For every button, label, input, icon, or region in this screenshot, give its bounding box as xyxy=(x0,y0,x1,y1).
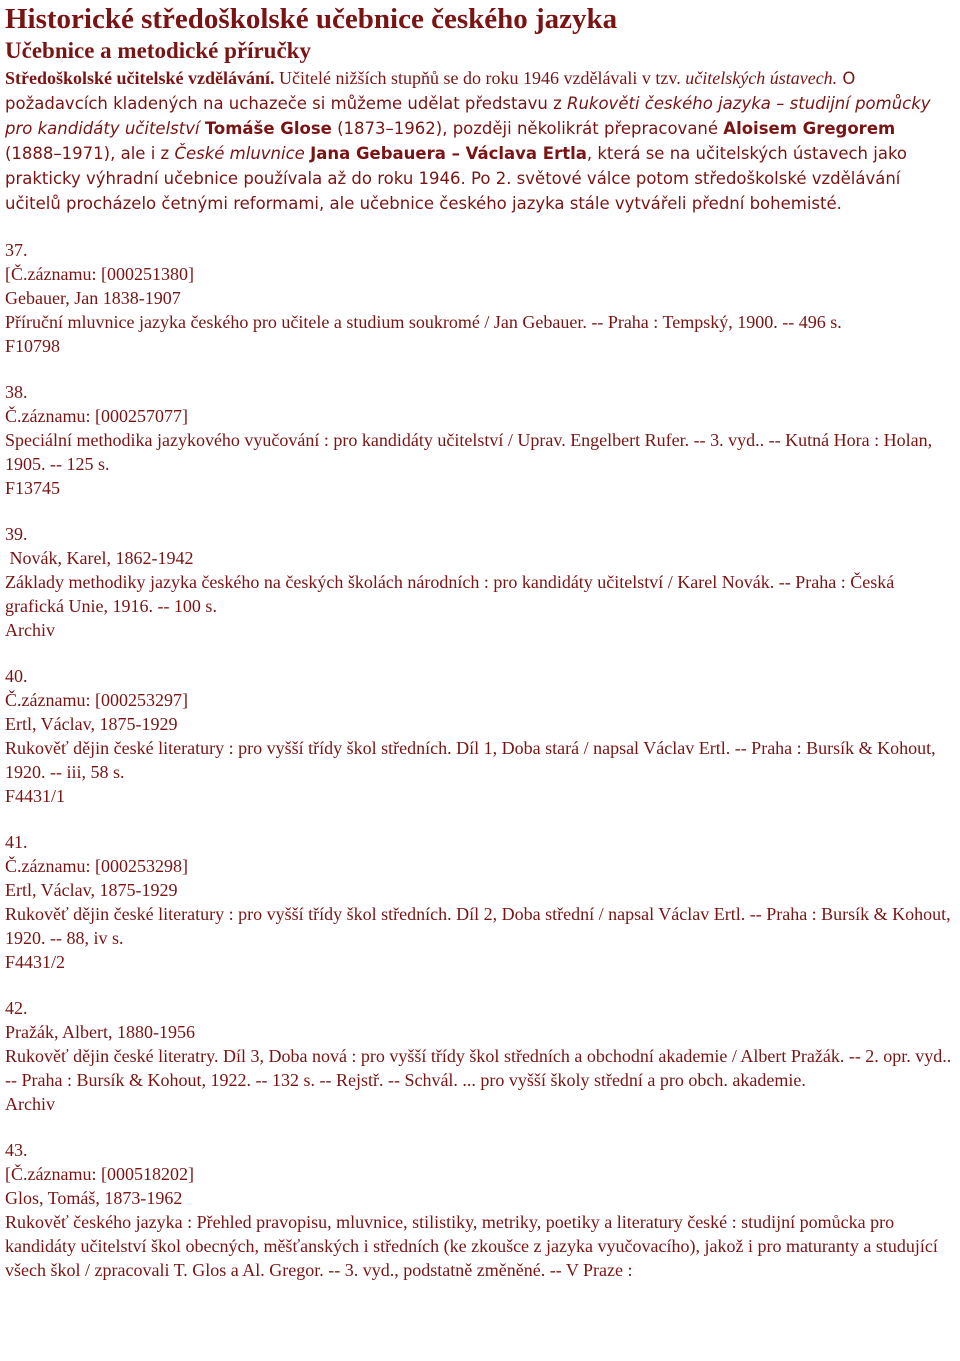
entry-record: Č.záznamu: [000253298] xyxy=(5,856,188,876)
intro-text-b: (1873–1962), později několikrát přepracované xyxy=(331,119,724,138)
intro-text-c: (1888–1971), ale i z xyxy=(5,144,175,163)
bibliography-entry xyxy=(5,996,956,1116)
entry-author: Glos, Tomáš, 1873-1962 xyxy=(5,1188,183,1208)
intro-author-glos: Tomáše Glose xyxy=(204,119,332,138)
entry-number: 42. xyxy=(5,998,28,1018)
entry-description: Příruční mluvnice jazyka českého pro učitele a studium soukromé / Jan Gebauer. -- Praha : Tempský, 1900. -- 496 s. xyxy=(5,312,842,332)
entry-description: Rukověť dějin české literatry. Díl 3, Doba nová : pro vyšší třídy škol středních a obchodní akademie / Albert Pražák. -- 2. opr. vyd.. -- Praha : Bursík & Kohout, 1922. -- 132 s. -- Rejstř. -- Schvál. ... pro vyšší školy střední a pro obch. akademie. xyxy=(5,1046,952,1090)
entry-author: Gebauer, Jan 1838-1907 xyxy=(5,288,181,308)
bibliography-entry xyxy=(5,830,956,974)
entry-description: Rukověť dějin české literatury : pro vyšší třídy škol středních. Díl 1, Doba stará / napsal Václav Ertl. -- Praha : Bursík & Kohout, 1920. -- iii, 58 s. xyxy=(5,738,936,782)
page-subtitle: Učebnice a metodické příručky xyxy=(5,38,311,63)
entry-author: Novák, Karel, 1862-1942 xyxy=(5,548,194,568)
entry-author: Ertl, Václav, 1875-1929 xyxy=(5,880,178,900)
intro-title-rukovet: Rukověti českého jazyka – studijní pomůcky pro kandidáty učitelství xyxy=(5,94,931,138)
entry-number: 40. xyxy=(5,666,28,686)
intro-sentence-1: Učitelé nižších stupňů se do roku 1946 vzdělávali v tzv. xyxy=(274,68,686,88)
entry-description: Speciální methodika jazykového vyučování : pro kandidáty učitelství / Uprav. Engelbert Rufer. -- 3. vyd.. -- Kutná Hora : Holan, 1905. -- 125 s. xyxy=(5,430,933,474)
entry-record: Č.záznamu: [000257077] xyxy=(5,406,188,426)
entry-record: [Č.záznamu: [000518202] xyxy=(5,1164,194,1184)
intro-lead: Středoškolské učitelské vzdělávání. xyxy=(5,68,275,88)
bibliography-entry xyxy=(5,380,956,500)
intro-author-gregor: Aloisem Gregorem xyxy=(723,119,896,138)
page-title: Historické středoškolské učebnice českého jazyka xyxy=(5,3,618,35)
entry-number: 38. xyxy=(5,382,28,402)
entry-number: 43. xyxy=(5,1140,28,1160)
intro-sentence-1-italic: učitelských ústavech. xyxy=(685,68,838,88)
bibliography-entry xyxy=(5,1138,956,1282)
intro-authors-gebauer-ertl: Jana Gebauera – Václava Ertla xyxy=(310,144,587,163)
bibliography-entry xyxy=(5,238,956,358)
intro-paragraph xyxy=(5,66,956,216)
entry-signature: Archiv xyxy=(5,1094,55,1114)
entry-record: [Č.záznamu: [000251380] xyxy=(5,264,194,284)
entry-number: 41. xyxy=(5,832,28,852)
intro-text-d: , která se na učitelských ústavech jako prakticky výhradní učebnice používala až do roku 1946. Po 2. světové válce potom středoškolské vzdělávání učitelů procházelo četnými reformami, ale učebnice českého jazyka stále vytvářeli přední bohemisté. xyxy=(5,144,908,213)
entry-number: 37. xyxy=(5,240,28,260)
entry-author: Pražák, Albert, 1880-1956 xyxy=(5,1022,195,1042)
entry-signature: F13745 xyxy=(5,478,61,498)
entry-signature: F4431/2 xyxy=(5,952,66,972)
entry-description: Rukověť dějin české literatury : pro vyšší třídy škol středních. Díl 2, Doba střední / napsal Václav Ertl. -- Praha : Bursík & Kohout, 1920. -- 88, iv s. xyxy=(5,904,951,948)
bibliography-entry xyxy=(5,664,956,808)
entry-description: Základy methodiky jazyka českého na českých školách národních : pro kandidáty učitelství / Karel Novák. -- Praha : Česká grafická Unie, 1916. -- 100 s. xyxy=(5,572,895,616)
entry-record: Č.záznamu: [000253297] xyxy=(5,690,188,710)
entry-author: Ertl, Václav, 1875-1929 xyxy=(5,714,178,734)
entry-description: Rukověť českého jazyka : Přehled pravopisu, mluvnice, stilistiky, metriky, poetiky a literatury české : studijní pomůcka pro kandidáty učitelství škol obecných, měšťanských i středních (ke zkoušce z jazyka vyučovacího), jakož i pro maturanty a studující všech škol / zpracovali T. Glos a Al. Gregor. -- 3. vyd., podstatně změněné. -- V Praze : xyxy=(5,1212,938,1280)
intro-text-a: O požadavcích kladených na uchazeče si můžeme udělat představu z xyxy=(5,69,856,113)
entry-number: 39. xyxy=(5,524,28,544)
bibliography-list xyxy=(5,238,956,1282)
entry-signature: F4431/1 xyxy=(5,786,66,806)
entry-signature: Archiv xyxy=(5,620,55,640)
entry-signature: F10798 xyxy=(5,336,61,356)
intro-title-mluvnice: České mluvnice xyxy=(174,144,305,163)
bibliography-entry xyxy=(5,522,956,642)
